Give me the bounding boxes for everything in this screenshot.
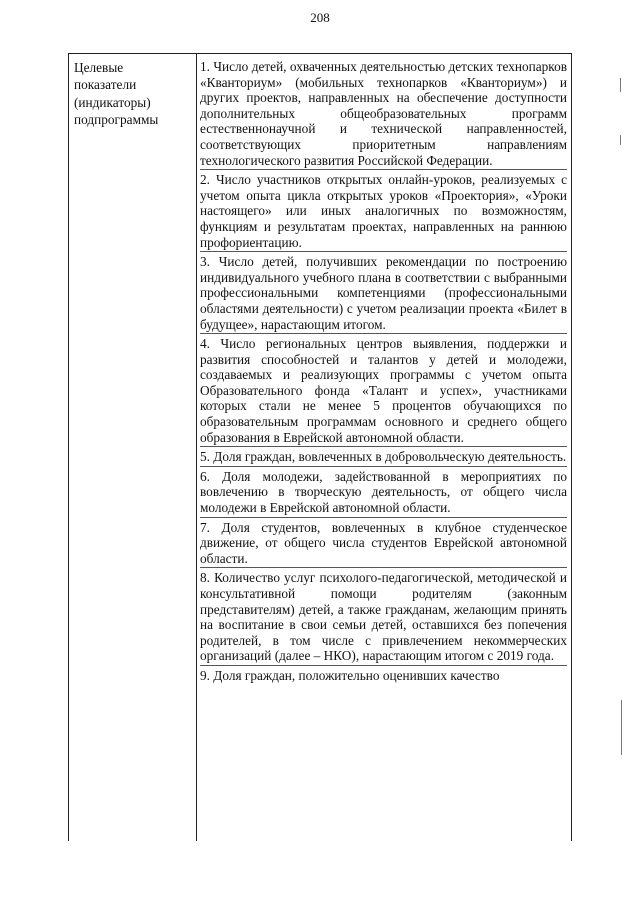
row-header-line: подпрограммы xyxy=(74,111,159,127)
indicator-item: 7. Доля студентов, вовлеченных в клубное студенческое движение, от общего числа студентов Еврейской автономной области. xyxy=(200,520,567,569)
indicator-item: 1. Число детей, охваченных деятельностью детских технопарков «Кванториум» (мобильных технопарков «Кванториум») и других проектов, направленных на обеспечение доступности дополнительных общеобразовательных программ естественнонаучной и технической направленностей, соответствующих приоритетным направлениям технологического развития Российской Федерации. xyxy=(200,59,567,170)
indicator-item: 2. Число участников открытых онлайн-уроков, реализуемых с учетом опыта цикла открытых уроков «Проектория», «Уроки настоящего» или иных аналогичных по возможностям, функциям и результатам проектах, направленных на раннюю профориентацию. xyxy=(200,172,567,252)
row-header-line: (индикаторы) xyxy=(74,94,151,110)
column-divider xyxy=(196,54,197,841)
indicator-item: 6. Доля молодежи, задействованной в мероприятиях по вовлечению в творческую деятельность, от общего числа молодежи в Еврейской автономной области. xyxy=(200,469,567,518)
indicator-item: 5. Доля граждан, вовлеченных в добровольческую деятельность. xyxy=(200,449,567,467)
indicator-item: 8. Количество услуг психолого-педагогической, методической и консультативной помощи родителям (законным представителям) детей, а также гражданам, желающим принять на воспитание в свои семьи детей, оставшихся без попечения родителей, в том числе с привлечением некоммерческих организаций (далее – НКО), нарастающим итогом с 2019 года. xyxy=(200,570,567,666)
row-header-line: Целевые xyxy=(74,60,124,75)
indicators-list xyxy=(200,59,567,687)
indicator-item: 4. Число региональных центров выявления, поддержки и развития способностей и талантов у детей и молодежи, создаваемых и реализующих программы с учетом опыта Образовательного фонда «Талант и успех», участниками которых стали не менее 5 процентов обучающихся по образовательным программам основного и среднего общего образования в Еврейской автономной области. xyxy=(200,336,567,447)
page-number: 208 xyxy=(310,10,330,25)
scan-margin-mark xyxy=(621,700,622,755)
indicator-item: 9. Доля граждан, положительно оценивших качество xyxy=(200,667,500,683)
indicator-item: 3. Число детей, получивших рекомендации по построению индивидуального учебного плана в соответствии с выбранными профессиональными компетенциями (профессиональными областями деятельности) с учетом реализации проекта «Билет в будущее», нарастающим итогом. xyxy=(200,254,567,334)
indicators-table xyxy=(68,53,572,841)
row-header-line: показатели xyxy=(74,77,137,93)
scan-margin-mark xyxy=(620,78,621,92)
row-header-cell xyxy=(74,59,192,128)
scan-margin-mark xyxy=(620,135,621,145)
